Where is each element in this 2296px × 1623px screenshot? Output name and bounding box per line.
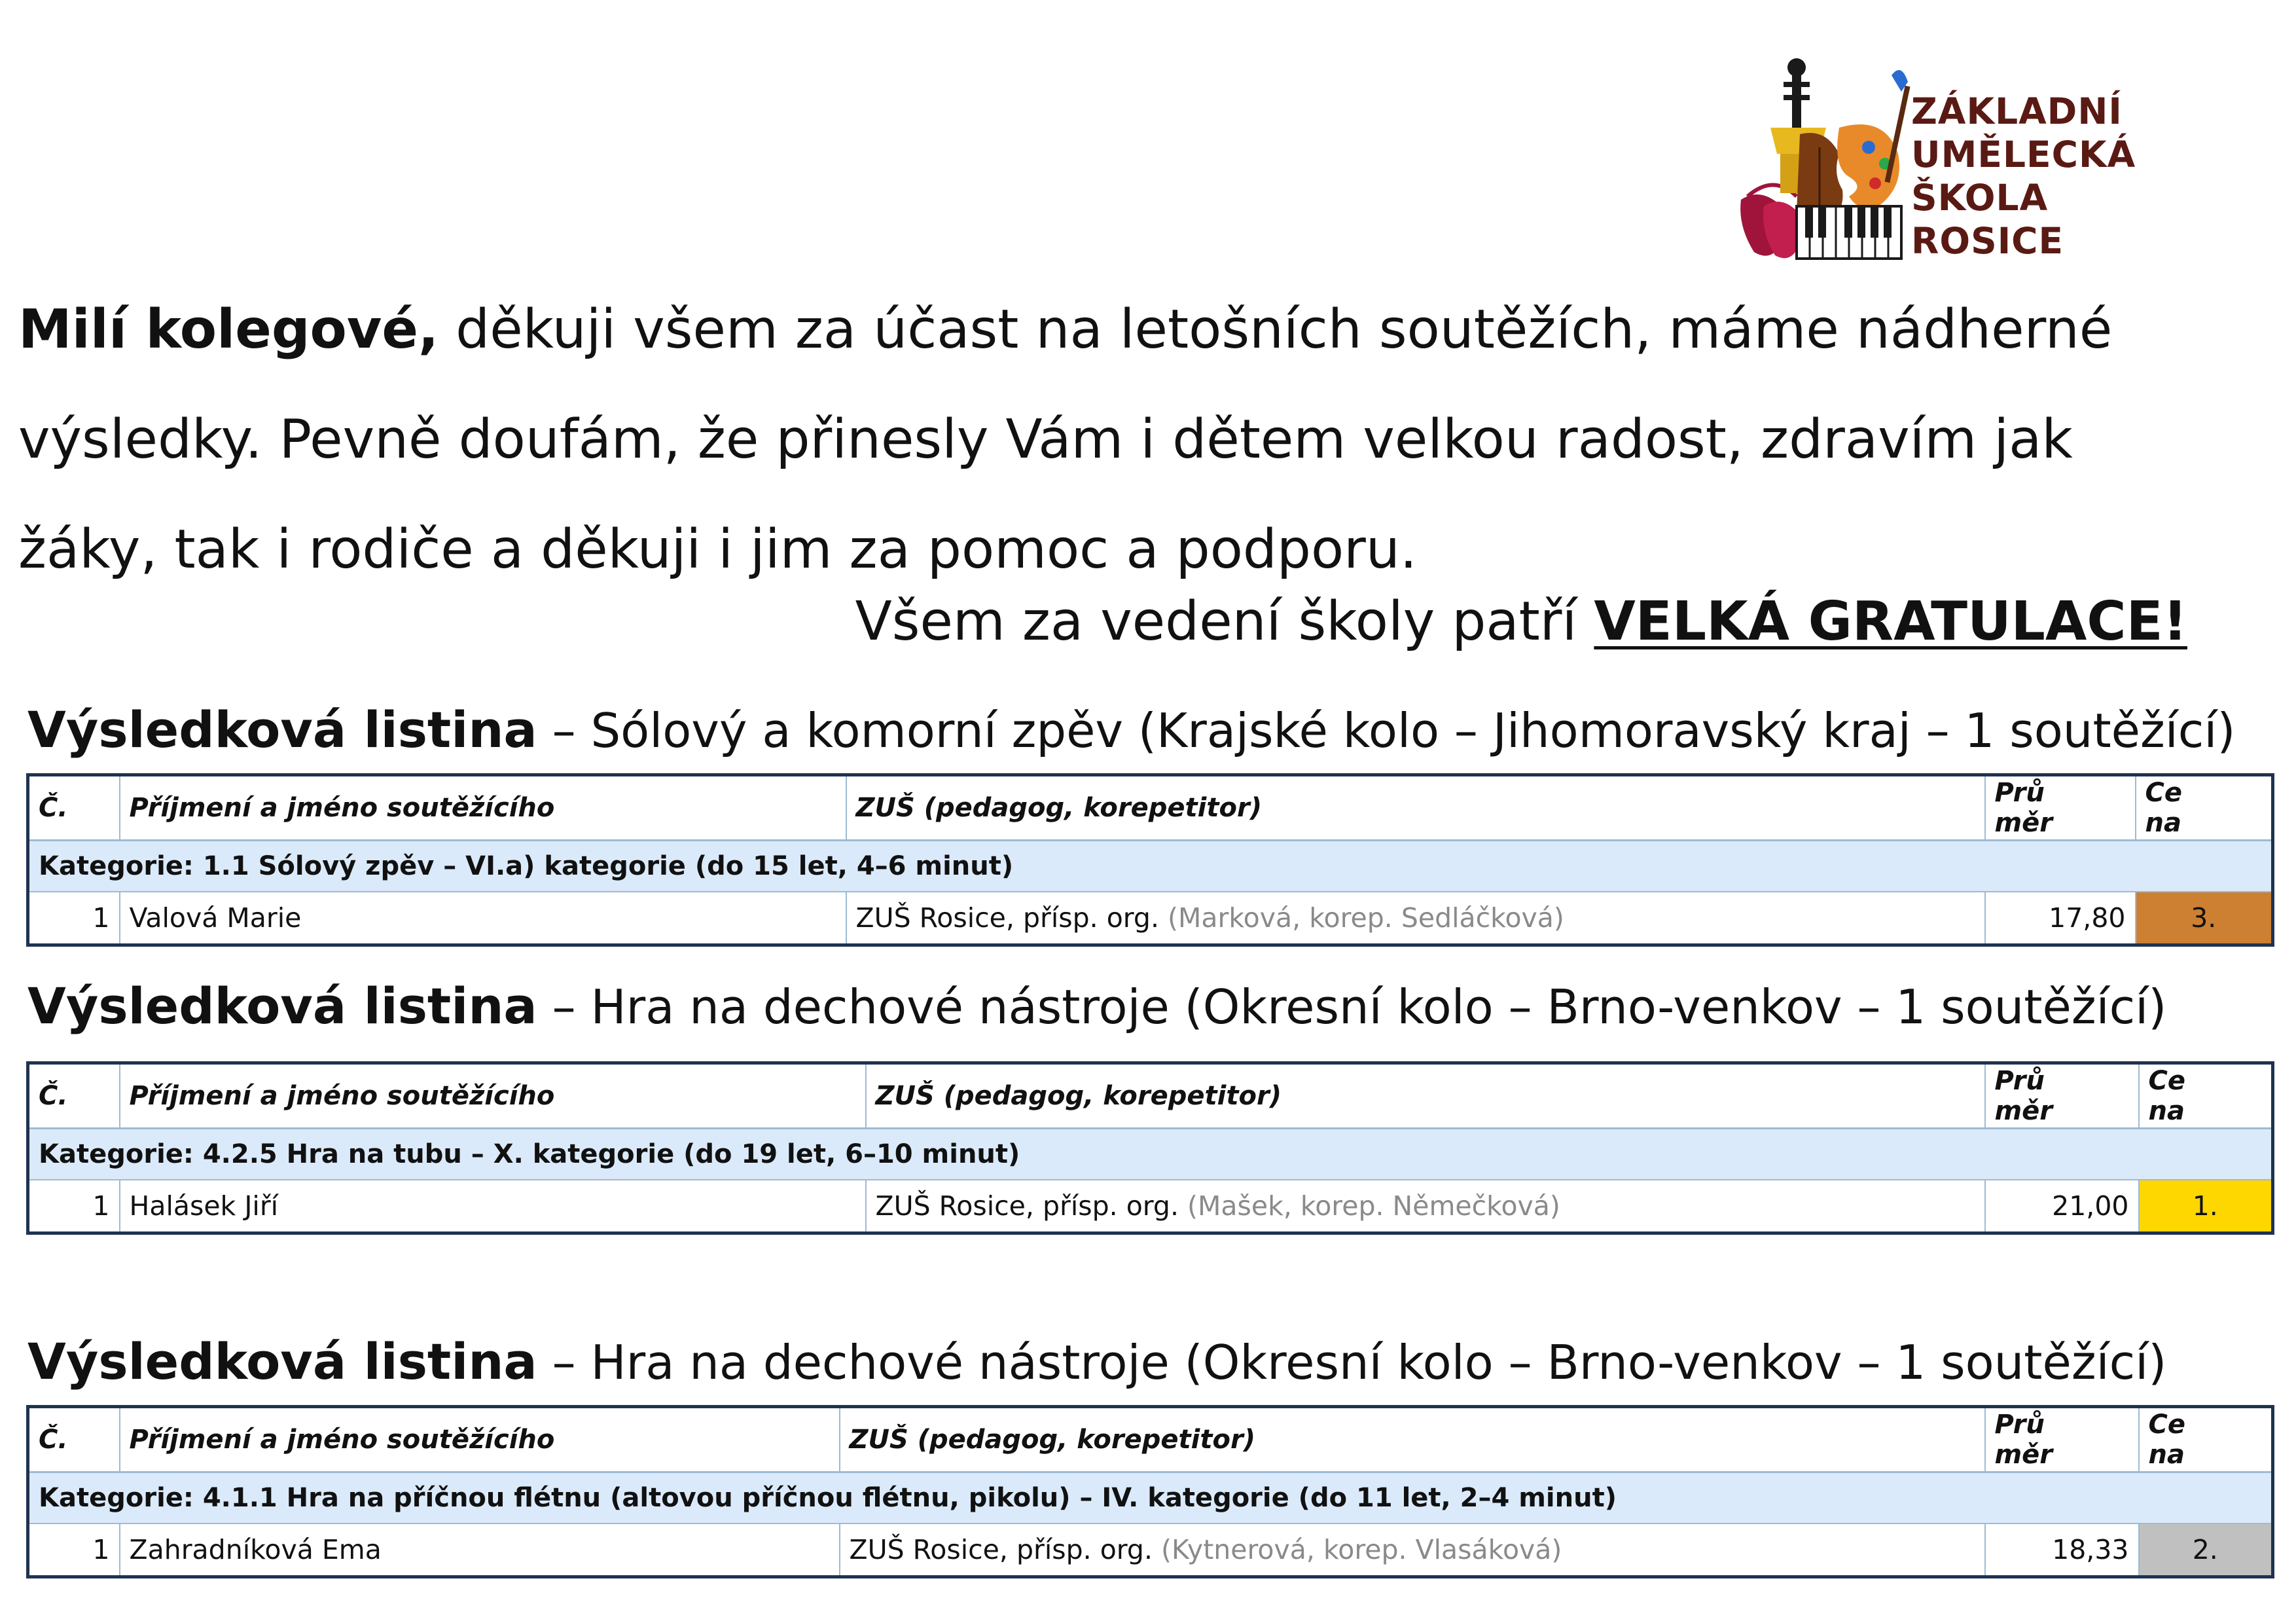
logo-line-1: ZÁKLADNÍ [1911, 90, 2123, 132]
header-average-line-1: Prů [1994, 778, 2045, 808]
section-title [27, 1332, 2271, 1392]
row-place: 1. [2139, 1180, 2273, 1233]
header-average-line-2: měr [1994, 1440, 2053, 1470]
header-prize-line-1: Ce [2145, 778, 2182, 808]
row-place: 3. [2136, 892, 2273, 945]
intro-line-2: výsledky. Pevně doufám, že přinesly Vám i dětem velkou radost, zdravím jak [18, 409, 2073, 471]
row-name: Valová Marie [120, 892, 846, 945]
table-row [28, 1180, 2273, 1233]
results-section-3 [26, 1332, 2271, 1578]
section-title-rest: – Hra na dechové nástroje (Okresní kolo – Brno-venkov – 1 soutěžící) [537, 1335, 2167, 1390]
results-table [26, 773, 2274, 947]
category-label: Kategorie: 4.2.5 Hra na tubu – X. kategorie (do 19 let, 6–10 minut) [28, 1129, 2273, 1180]
row-num: 1 [28, 1180, 120, 1233]
header-average-line-2: měr [1994, 1096, 2053, 1126]
intro-line-1 [18, 275, 2257, 385]
table-row [28, 1523, 2273, 1577]
row-name: Halásek Jiří [120, 1180, 866, 1233]
intro-line-1-text: děkuji všem za účast na letošních soutěžích, máme nádherné [439, 299, 2113, 361]
row-teacher: (Marková, korep. Sedláčková) [1168, 902, 1564, 934]
section-title-strong: Výsledková listina [27, 977, 537, 1035]
header-school: ZUŠ (pedagog, korepetitor) [840, 1407, 1985, 1472]
header-num: Č. [28, 1063, 120, 1129]
section-title-strong: Výsledková listina [27, 701, 537, 759]
section-title [27, 977, 2271, 1036]
row-score: 21,00 [1985, 1180, 2139, 1233]
row-score: 17,80 [1985, 892, 2136, 945]
row-teacher: (Mašek, korep. Němečková) [1187, 1190, 1560, 1222]
logo-line-2: UMĚLECKÁ [1911, 134, 2136, 175]
row-score: 18,33 [1985, 1523, 2139, 1577]
greeting: Milí kolegové, [18, 299, 439, 361]
header-prize [2139, 1063, 2273, 1129]
congratulation-line [855, 589, 2187, 655]
results-section-1 [26, 701, 2271, 947]
category-label: Kategorie: 1.1 Sólový zpěv – VI.a) kategorie (do 15 let, 4–6 minut) [28, 841, 2273, 892]
header-num: Č. [28, 775, 120, 841]
logo-line-4: ROSICE [1911, 220, 2064, 262]
row-school [846, 892, 1985, 945]
school-logo-icon [1734, 56, 1911, 265]
table-header-row [28, 775, 2273, 841]
section-title [27, 701, 2271, 760]
table-row [28, 892, 2273, 945]
intro-paragraph [18, 275, 2257, 605]
results-section-2 [26, 977, 2271, 1235]
section-title-strong: Výsledková listina [27, 1332, 537, 1391]
table-header-row [28, 1407, 2273, 1472]
row-school [840, 1523, 1985, 1577]
section-title-rest: – Sólový a komorní zpěv (Krajské kolo – Jihomoravský kraj – 1 soutěžící) [537, 703, 2236, 758]
intro-line-3: žáky, tak i rodiče a děkuji i jim za pomoc a podporu. [18, 519, 1417, 581]
category-row [28, 1129, 2273, 1180]
header-prize-line-1: Ce [2148, 1410, 2185, 1440]
header-name: Příjmení a jméno soutěžícího [120, 1407, 840, 1472]
header-prize [2136, 775, 2273, 841]
header-average-line-1: Prů [1994, 1066, 2045, 1096]
row-school [866, 1180, 1985, 1233]
header-name: Příjmení a jméno soutěžícího [120, 775, 846, 841]
header-prize-line-2: na [2148, 1440, 2185, 1470]
category-row [28, 841, 2273, 892]
header-average [1985, 1407, 2139, 1472]
row-school-name: ZUŠ Rosice, přísp. org. [855, 902, 1159, 934]
results-table [26, 1405, 2274, 1578]
row-place: 2. [2139, 1523, 2273, 1577]
congratulation-strong: VELKÁ GRATULACE! [1594, 591, 2187, 653]
school-logo-text [1911, 90, 2136, 263]
logo-line-3: ŠKOLA [1911, 177, 2049, 219]
header-average [1985, 775, 2136, 841]
header-prize-line-1: Ce [2148, 1066, 2185, 1096]
row-num: 1 [28, 892, 120, 945]
row-school-name: ZUŠ Rosice, přísp. org. [849, 1534, 1153, 1565]
row-teacher: (Kytnerová, korep. Vlasáková) [1161, 1534, 1562, 1565]
row-school-name: ZUŠ Rosice, přísp. org. [875, 1190, 1179, 1222]
header-school: ZUŠ (pedagog, korepetitor) [846, 775, 1985, 841]
category-row [28, 1472, 2273, 1524]
header-prize-line-2: na [2148, 1096, 2185, 1126]
results-table [26, 1061, 2274, 1235]
row-num: 1 [28, 1523, 120, 1577]
header-name: Příjmení a jméno soutěžícího [120, 1063, 866, 1129]
table-header-row [28, 1063, 2273, 1129]
header-average-line-2: měr [1994, 808, 2053, 838]
category-label: Kategorie: 4.1.1 Hra na příčnou flétnu (altovou příčnou flétnu, pikolu) – IV. kategorie (do 11 let, 2–4 minut) [28, 1472, 2273, 1524]
congratulation-prefix: Všem za vedení školy patří [855, 591, 1594, 653]
header-school: ZUŠ (pedagog, korepetitor) [866, 1063, 1985, 1129]
header-prize-line-2: na [2145, 808, 2181, 838]
row-name: Zahradníková Ema [120, 1523, 840, 1577]
header-average [1985, 1063, 2139, 1129]
school-logo [1734, 56, 2140, 265]
header-average-line-1: Prů [1994, 1410, 2045, 1440]
section-title-rest: – Hra na dechové nástroje (Okresní kolo – Brno-venkov – 1 soutěžící) [537, 979, 2167, 1034]
header-num: Č. [28, 1407, 120, 1472]
header-prize [2139, 1407, 2273, 1472]
